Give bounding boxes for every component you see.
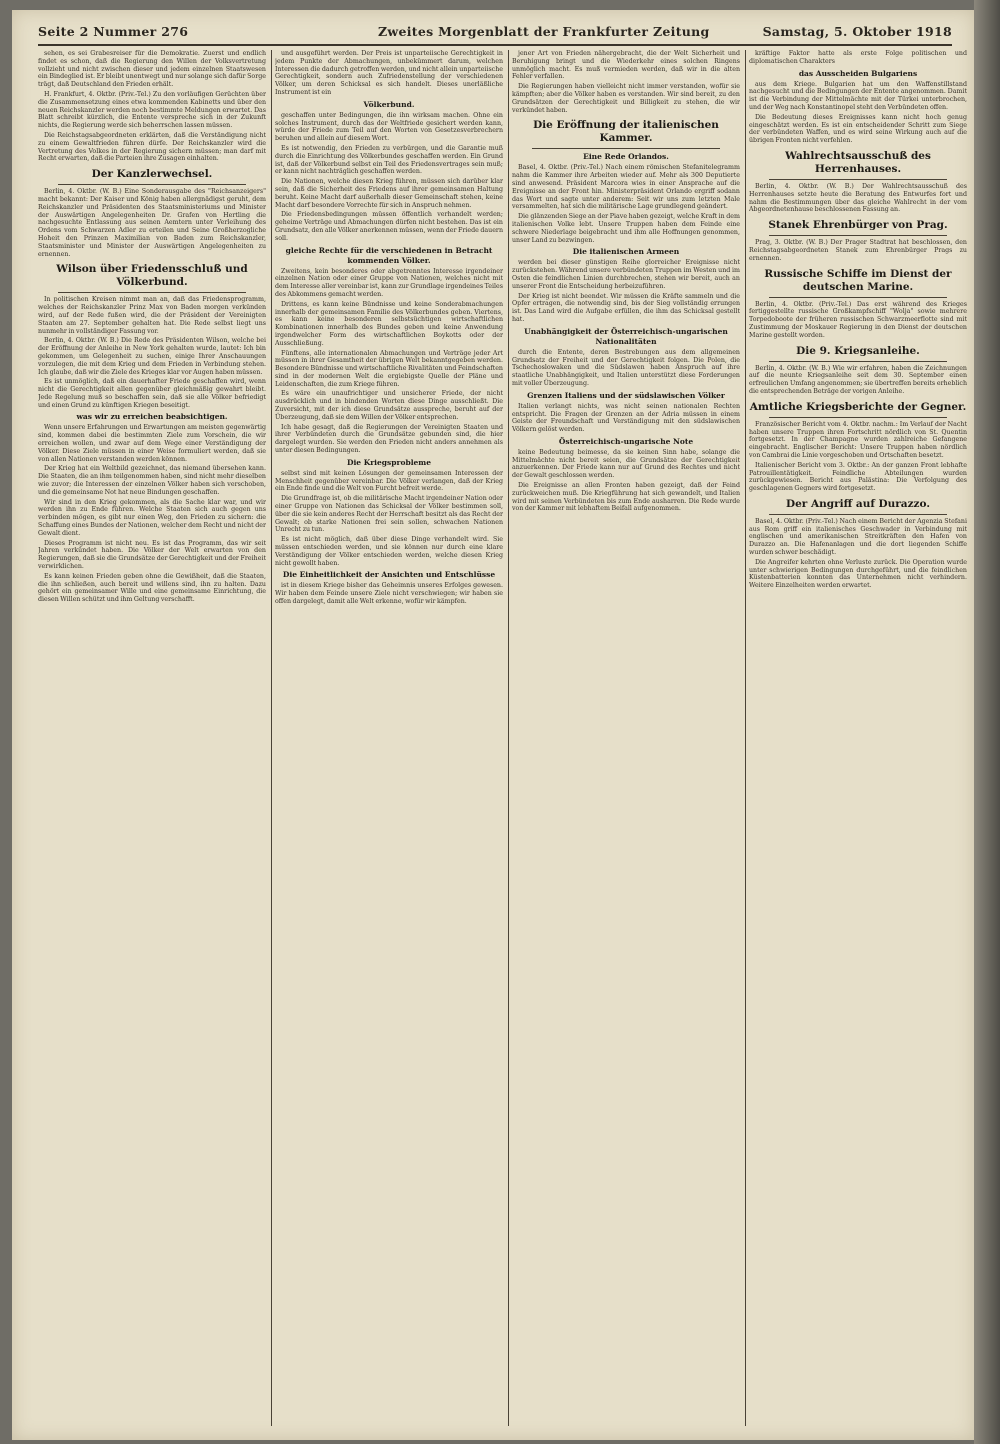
section-subheading: Die Kriegsprobleme: [346, 457, 432, 467]
article-headline: Wilson über Friedensschluß und Völkerbund.: [56, 263, 248, 289]
headline-rule: [58, 184, 246, 185]
article-paragraph: keine Bedeutung beimesse, da sie keinen Sinn habe, solange die Mittelmächte nicht bereit seien, die Grundsätze der Gerechtigkeit anzuerkennen. Der Friede kann nur auf Grund des Rechtes und nicht der Gewalt geschlossen werden.: [512, 448, 740, 480]
article-paragraph: und ausgeführt werden. Der Preis ist unparteiische Gerechtigkeit in jedem Punkte der Abmachungen, unbekümmert darum, welchen Interessen die dadurch getroffen werden, und nicht allein unparteiische Gerechtigkeit, sondern auch Zufriedenstellung der verschiedenen Völker, um deren Schicksal es sich handelt. Dieses unerläßliche Instrument ist ein: [275, 50, 503, 96]
headline-rule: [769, 361, 947, 362]
headline-rule: [769, 417, 947, 418]
column-rule: [271, 50, 272, 1426]
column-4: [749, 50, 967, 1426]
headline-rule: [769, 514, 947, 515]
article-headline: Wahlrechtsausschuß des Herrenhauses.: [785, 149, 931, 175]
page-header: [38, 22, 952, 46]
article-paragraph: Die Grundfrage ist, ob die militärische Macht irgendeiner Nation oder einer Gruppe von Nationen das Schicksal der Völker bestimmen soll, über die sie kein anderes Recht der Herrschaft besitzt als das Recht der Gewalt; ob starke Nationen frei sein sollen, schwachen Nationen Unrecht zu tun.: [275, 495, 503, 534]
section-subheading: Eine Rede Orlandos.: [583, 152, 669, 162]
article-paragraph: sehen, es sei Grabesreiser für die Demokratie. Zuerst und endlich findet es schon, daß die Regierung den Willen der Volksvertretung vollzieht und nicht zwischen dieser und jedem einzelnen Staatswesen ein Bindeglied ist. Er bleibt unentwegt und nur solange sich dafür Sorge trägt, daß Deutschland den Frieden erhält.: [38, 50, 266, 89]
article-paragraph: Der Krieg hat ein Weltbild gezeichnet, das niemand übersehen kann. Die Staaten, die an ihm teilgenommen haben, sind nicht mehr dieselben wie zuvor; die Interessen der einzelnen Völker haben sich verschoben, und die gemeinsame Not hat neue Bindungen geschaffen.: [38, 465, 266, 496]
article-paragraph: durch die Entente, deren Bestrebungen aus dem allgemeinen Grundsatz der Freiheit und der Gerechtigkeit folgen. Die Polen, die Tschechoslowaken und die Südslawen haben Anspruch auf ihre staatliche Unabhängigkeit, und Italien unterstützt diese Forderungen mit voller Überzeugung.: [512, 348, 740, 387]
article-paragraph: Wenn unsere Erfahrungen und Erwartungen am meisten gegenwärtig sind, kommen dabei die bestimmten Ziele zum Vorschein, die wir erreichen wollen, und zwar auf dem Wege einer Verständigung der Völker. Diese Ziele müssen in einer Weise formuliert werden, daß sie von allen Nationen verstanden werden können.: [38, 424, 266, 463]
article-paragraph: Berlin, 4. Oktbr. (W. B.) Die Rede des Präsidenten Wilson, welche bei der Eröffnung der Anleihe in New York gehalten wurde, lautet: Ich bin gekommen, um Gelegenheit zu suchen, einige Ihrer Anschauungen vorzulegen, die mit dem Krieg und dem Frieden in Verbindung stehen. Ich glaube, daß wir die Ziele des Krieges klar vor Augen haben müssen.: [38, 337, 266, 376]
article-paragraph: Ich habe gesagt, daß die Regierungen der Vereinigten Staaten und ihrer Verbündeten durch die Grundsätze gebunden sind, die hier dargelegt wurden. Sie werden den Frieden nicht anders annehmen als unter diesen Bedingungen.: [275, 423, 503, 455]
section-subheading: das Ausscheiden Bulgariens: [798, 68, 918, 78]
article-paragraph: Es ist nicht möglich, daß über diese Dinge verhandelt wird. Sie müssen entschieden werden, und sie können nur durch eine klare Verständigung der Völker entschieden werden, welche diesen Krieg nicht gewollt haben.: [275, 536, 503, 567]
headline-rule: [769, 297, 947, 298]
headline-rule: [58, 292, 246, 293]
article-paragraph: Es kann keinen Frieden geben ohne die Gewißheit, daß die Staaten, die ihn schließen, auch bereit und willens sind, ihn zu halten. Dazu gehört ein gemeinsamer Wille und eine gemeinsame Einrichtung, die diesen Willen schützt und ihm Geltung verschafft.: [38, 572, 266, 604]
header-date: Samstag, 5. Oktober 1918: [762, 24, 952, 39]
article-paragraph: Basel, 4. Oktbr. (Priv.-Tel.) Nach einem Bericht der Agenzia Stefani aus Rom griff ein italienisches Geschwader in Verbindung mit englischen und amerikanischen Streitkräften den Hafen von Durazzo an. Die Hafenanlagen und die dort liegenden Schiffe wurden schwer beschädigt.: [749, 517, 967, 557]
column-1: [38, 50, 266, 1426]
headline-rule: [769, 179, 947, 180]
article-paragraph: In politischen Kreisen nimmt man an, daß das Friedensprogramm, welches der Reichskanzler Prinz Max von Baden morgen verkünden wird, auf der Rede fußen wird, die der Präsident der Vereinigten Staaten am 27. September gehalten hat. Die Rede selbst liegt uns nunmehr in vollständiger Fassung vor.: [38, 296, 266, 335]
article-paragraph: Die Ereignisse an allen Fronten haben gezeigt, daß der Feind zurückweichen muß. Die Kriegführung hat sich gewandelt, und Italien wird mit seinen Verbündeten bis zum Ende ausharren. Die Rede wurde von der Kammer mit lebhaftem Beifall aufgenommen.: [512, 482, 740, 513]
article-paragraph: Drittens, es kann keine Bündnisse und keine Sonderabmachungen innerhalb der gemeinsamen Familie des Völkerbundes geben. Viertens, es kann keine besonderen selbstsüchtigen wirtschaftlichen Kombinationen innerhalb des Bundes geben und keine Anwendung irgendwelcher Form des wirtschaftlichen Boykotts oder der Ausschließung.: [275, 300, 503, 347]
section-subheading: Die italienischen Armeen: [572, 247, 680, 257]
article-headline: Die 9. Kriegsanleihe.: [796, 344, 920, 357]
page-edge: [974, 0, 1000, 1444]
article-headline: Stanek Ehrenbürger von Prag.: [768, 219, 948, 232]
column-3: [512, 50, 740, 1426]
article-paragraph: ist in diesem Kriege bisher das Geheimnis unseres Erfolges gewesen. Wir haben dem Feinde unsere Ziele nicht verschwiegen; wir haben sie offen dargelegt, damit alle Welt erkenne, wofür wir kämpfen.: [275, 582, 503, 606]
header-masthead: Zweites Morgenblatt der Frankfurter Zeitung: [378, 24, 710, 39]
article-paragraph: Berlin, 4. Oktbr. (W. B.) Der Wahlrechtsausschuß des Herrenhauses setzte heute die Beratung des Entwurfes fort und nahm die Bestimmungen über das gleiche Wahlrecht in der vom Abgeordnetenhause beschlossenen Fassung an.: [749, 182, 967, 214]
article-paragraph: Es ist notwendig, den Frieden zu verbürgen, und die Garantie muß durch die Einrichtung des Völkerbundes geschaffen werden. Ein Grund ist, daß der Völkerbund selbst ein Teil des Friedensvertrages sein muß; er kann nicht nachträglich geschaffen werden.: [275, 144, 503, 176]
article-paragraph: Berlin, 4. Oktbr. (W. B.) Wie wir erfahren, haben die Zeichnungen auf die neunte Kriegsanleihe seit dem 30. September einen erfreulichen Umfang angenommen; sie übertreffen bereits erheblich die entsprechenden Beträge der vorigen Anleihe.: [749, 364, 967, 395]
headline-rule: [769, 235, 947, 236]
newspaper-page: [12, 10, 974, 1440]
article-paragraph: Die glänzenden Siege an der Piave haben gezeigt, welche Kraft in dem italienischen Volke lebt. Unsere Truppen haben dem Feinde eine schwere Niederlage beigebracht und ihm alle Hoffnungen genommen, unser Land zu bezwingen.: [512, 213, 740, 244]
article-paragraph: Berlin, 4. Oktbr. (Priv.-Tel.) Das erst während des Krieges fertiggestellte russische Großkampfschiff "Wolja" sowie mehrere Torpedoboote der früheren russischen Schwarzmeerflotte sind mit Zustimmung der Moskauer Regierung in den Dienst der deutschen Marine gestellt worden.: [749, 300, 967, 339]
article-paragraph: Es wäre ein unaufrichtiger und unsicherer Friede, der nicht ausdrücklich und in bindenden Worten diese Dinge ausschließt. Die Zuversicht, mit der ich diese Grundsätze ausspreche, beruht auf der Überzeugung, daß sie dem Willen der Völker entsprechen.: [275, 390, 503, 421]
headline-rule: [532, 148, 720, 149]
article-paragraph: Der Krieg ist nicht beendet. Wir müssen die Kräfte sammeln und die Opfer ertragen, die notwendig sind, bis der Sieg vollständig errungen ist. Das Land wird die Aufgabe erfüllen, die ihm das Schicksal gestellt hat.: [512, 292, 740, 323]
article-headline: Der Kanzlerwechsel.: [91, 168, 213, 181]
article-paragraph: Wir sind in den Krieg gekommen, als die Sache klar war, und wir werden ihn zu Ende führen. Welche Staaten sich auch gegen uns verbinden mögen, es gibt nur einen Weg, den Frieden zu sichern: die Schaffung eines Bundes der Nationen, welcher dem Recht und nicht der Gewalt dient.: [38, 498, 266, 537]
article-paragraph: geschaffen unter Bedingungen, die ihn wirksam machen. Ohne ein solches Instrument, durch das der Weltfriede gesichert werden kann, würde der Friede zum Teil auf den Worten von Gesetzesverbrechern beruhen und allein auf diesem Wort.: [275, 111, 503, 143]
article-paragraph: Prag, 3. Oktbr. (W. B.) Der Prager Stadtrat hat beschlossen, den Reichstagsabgeordneten Stanek zum Ehrenbürger Prags zu ernennen.: [749, 239, 967, 262]
article-paragraph: H. Frankfurt, 4. Oktbr. (Priv.-Tel.) Zu den vorläufigen Gerüchten über die Zusammensetzung eines etwa kommenden Kabinetts und über den neuen Reichskanzler werden noch bestimmte Meldungen erwartet. Das Blatt schreibt kürzlich, die Entente verspreche sich in der Zukunft nichts, die Regierung werde sich beherrschen lassen müssen.: [38, 90, 266, 130]
article-paragraph: Die Regierungen haben vielleicht nicht immer verstanden, wofür sie kämpften; aber die Völker haben es verstanden. Wir sind bereit, zu den Grundsätzen der Gerechtigkeit und Billigkeit zu stehen, die wir verkündet haben.: [512, 83, 740, 114]
article-paragraph: Die Friedensbedingungen müssen öffentlich verhandelt werden; geheime Verträge und Abmachungen dürfen nicht bestehen. Das ist ein Grundsatz, den alle Völker anerkennen müssen, wenn der Friede dauern soll.: [275, 211, 503, 242]
article-paragraph: selbst sind mit keinen Lösungen der gemeinsamen Interessen der Menschheit gegenüber vereinbar. Die Völker verlangen, daß der Krieg ein Ende finde und die Welt von Furcht befreit werde.: [275, 469, 503, 493]
article-paragraph: Dieses Programm ist nicht neu. Es ist das Programm, das wir seit Jahren verkündet haben. Die Völker der Welt erwarten von den Regierungen, daß sie die Grundsätze der Gerechtigkeit und der Freiheit verwirklichen.: [38, 539, 266, 571]
article-paragraph: Basel, 4. Oktbr. (Priv.-Tel.) Nach einem römischen Stefanitelegramm nahm die Kammer ihre Arbeiten wieder auf. Mehr als 300 Deputierte sind anwesend. Präsident Marcora wies in einer Ansprache auf die Ereignisse an der Front hin. Ministerpräsident Orlando ergriff sodann das Wort und sagte unter anderem: Seit wir uns zum letzten Male versammelten, hat sich die militärische Lage grundlegend geändert.: [512, 164, 740, 211]
article-paragraph: Fünftens, alle internationalen Abmachungen und Verträge jeder Art müssen in ihrer Gesamtheit der übrigen Welt bekanntgegeben werden. Besondere Bündnisse und wirtschaftliche Rivalitäten und Feindschaften sind in der modernen Welt die ergiebigste Quelle der Pläne und Leidenschaften, die zum Kriege führen.: [275, 349, 503, 388]
section-subheading: Österreichisch-ungarische Note: [558, 436, 694, 446]
section-subheading: gleiche Rechte für die verschiedenen in Betracht kommenden Völker.: [285, 245, 493, 265]
article-paragraph: Italien verlangt nichts, was nicht seinen nationalen Rechten entspricht. Die Fragen der Grenzen an der Adria müssen in einem Geiste der Freundschaft und Verständigung mit den südslawischen Völkern gelöst werden.: [512, 402, 740, 434]
section-subheading: Völkerbund.: [363, 99, 415, 109]
article-headline: Amtliche Kriegsberichte der Gegner.: [749, 400, 967, 413]
section-subheading: Grenzen Italiens und der südslawischen Völker: [527, 390, 725, 400]
article-paragraph: Die Angreifer kehrten ohne Verluste zurück. Die Operation wurde unter schwierigen Bedingungen durchgeführt, und die feindlichen Küstenbatterien konnten das Unternehmen nicht verhindern. Weitere Einzelheiten werden erwartet.: [749, 558, 967, 590]
article-paragraph: Französischer Bericht vom 4. Oktbr. nachm.: Im Verlauf der Nacht haben unsere Truppen ihren Fortschritt nördlich von St. Quentin fortgesetzt. In der Champagne wurden zahlreiche Gefangene eingebracht. Englischer Bericht: Unsere Truppen haben nördlich von Cambrai die Linie vorgeschoben und Ortschaften besetzt.: [749, 420, 967, 459]
article-paragraph: Die Bedeutung dieses Ereignisses kann nicht hoch genug eingeschätzt werden. Es ist ein entscheidender Schritt zum Siege der verbündeten Waffen, und es wird seine Wirkung auch auf die übrigen Fronten nicht verfehlen.: [749, 113, 967, 145]
article-paragraph: Italienischer Bericht vom 3. Oktbr.: An der ganzen Front lebhafte Patrouillentätigkeit. Feindliche Abteilungen wurden zurückgewiesen. Bericht aus Palästina: Die Verfolgung des geschlagenen Gegners wird fortgesetzt.: [749, 461, 967, 493]
section-subheading: was wir zu erreichen beabsichtigen.: [76, 412, 228, 422]
article-paragraph: Die Nationen, welche diesen Krieg führen, müssen sich darüber klar sein, daß die Sicherheit des Friedens auf ihrer gemeinsamen Haltung beruht. Keine Macht darf außerhalb dieser Gemeinschaft stehen, keine Macht darf besondere Vorrechte für sich in Anspruch nehmen.: [275, 178, 503, 209]
article-paragraph: aus dem Kriege. Bulgarien hat um den Waffenstillstand nachgesucht und die Bedingungen der Entente angenommen. Damit ist die Verbindung der Mittelmächte mit der Türkei unterbrochen, und der Weg nach Konstantinopel steht den Verbündeten offen.: [749, 80, 967, 111]
section-subheading: Unabhängigkeit der Österreichisch-ungarischen Nationalitäten: [524, 326, 728, 346]
article-paragraph: Berlin, 4. Oktbr. (W. B.) Eine Sonderausgabe des "Reichsanzeigers" macht bekannt: Der Kaiser und König haben allergnädigst geruht, dem Reichskanzler und Präsidenten des Staatsministeriums und Minister der Auswärtigen Angelegenheiten Dr. Grafen von Hertling die nachgesuchte Entlassung aus seinen Aemtern unter Verleihung des Ordens vom Schwarzen Adler zu erteilen und Seine Großherzogliche Hoheit den Prinzen Maximilian von Baden zum Reichskanzler, Staatsminister und Minister der Auswärtigen Angelegenheiten zu ernennen.: [38, 188, 266, 258]
article-headline: Die Eröffnung der italienischen Kammer.: [533, 119, 719, 145]
article-headline: Russische Schiffe im Dienst der deutschen Marine.: [764, 267, 952, 293]
article-headline: Der Angriff auf Durazzo.: [786, 497, 930, 510]
column-2: [275, 50, 503, 1426]
column-rule: [508, 50, 509, 1426]
header-page-number: Seite 2 Nummer 276: [38, 24, 189, 39]
article-paragraph: kräftige Faktor hatte als erste Folge politischen und diplomatischen Charakters: [749, 50, 967, 65]
article-paragraph: Es ist unmöglich, daß ein dauerhafter Friede geschaffen wird, wenn nicht die Gerechtigkeit allen gegenüber gleichmäßig gewahrt bleibt. Jede Regelung muß so beschaffen sein, daß sie alle Völker befriedigt und einen Grund zu künftigen Kriegen beseitigt.: [38, 378, 266, 409]
article-paragraph: jener Art von Frieden nähergebracht, die der Welt Sicherheit und Beruhigung bringt und die Wiederkehr eines solchen Ringens unmöglich macht. Es muß vermieden werden, daß wir in die alten Fehler verfallen.: [512, 50, 740, 81]
article-paragraph: Zweitens, kein besonderes oder abgetrenntes Interesse irgendeiner einzelnen Nation oder einer Gruppe von Nationen, welches nicht mit dem Interesse aller vereinbar ist, kann zur Grundlage irgendeines Teiles des Abkommens gemacht werden.: [275, 267, 503, 298]
article-paragraph: werden bei dieser günstigen Reihe glorreicher Ereignisse nicht zurückstehen. Während unsere verbündeten Truppen im Westen und im Osten die feindlichen Linien durchbrechen, stehen wir bereit, auch an unserer Front die Entscheidung herbeizuführen.: [512, 259, 740, 290]
column-rule: [745, 50, 746, 1426]
article-paragraph: Die Reichstagsabgeordneten erklärten, daß die Verständigung nicht zu einem Gewaltfrieden führen dürfe. Der Reichskanzler wird die Vertretung des Volkes in der Regierung sichern müssen; man darf mit Recht erwarten, daß die Parteien ihre Zusagen einhalten.: [38, 131, 266, 163]
section-subheading: Die Einheitlichkeit der Ansichten und Entschlüsse: [282, 570, 496, 580]
